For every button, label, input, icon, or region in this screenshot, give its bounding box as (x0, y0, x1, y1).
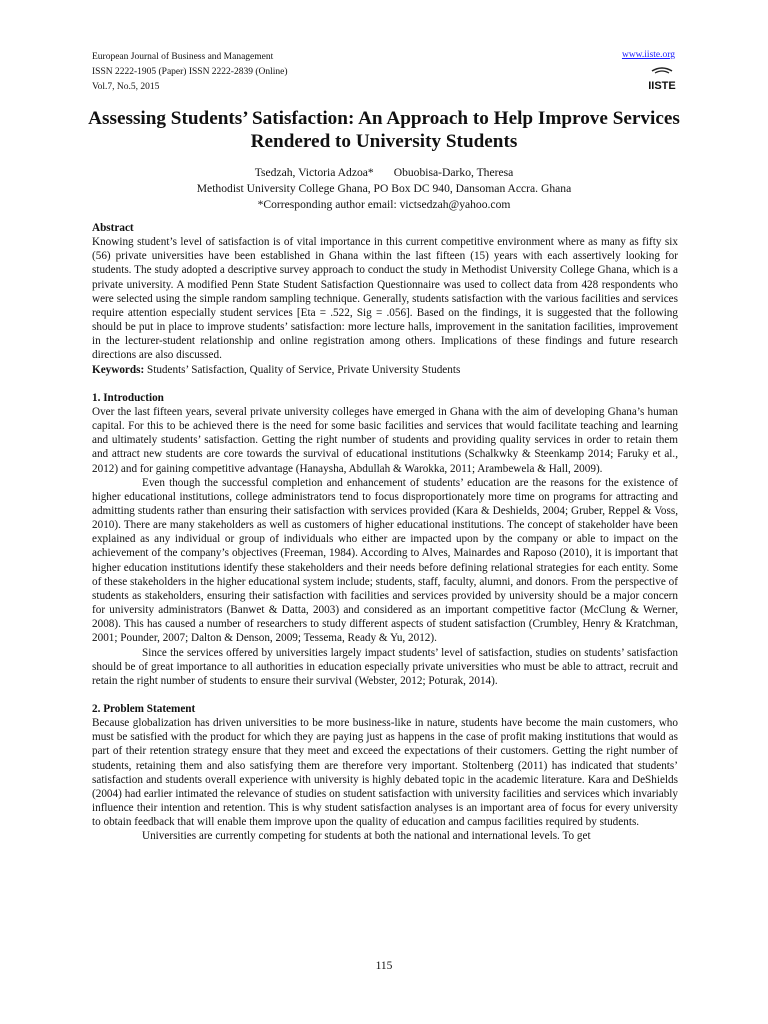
problem-paragraph-1: Because globalization has driven universities to be more business-like in nature, students have become the main customers, who must be satisfied with the product for which they are paying just as happens in the case of profit making institutions that would as part of their retention strategy ensure that they meet and exceed the expectations of their customers. Getting the right number of students, retaining them and also satisfying them are therefore very important. Stoltenberg (2011) has indicated that students’ satisfaction and students overall experience with university is highly debated topic in the academic literature. Kara and DeShields (2004) had earlier intimated the relevance of studies on student satisfaction with university facilities and services which invariably influence their intention and retention. This is why student satisfaction analyses is an important area of focus for every university to obtain feedback that will enable them improve upon the quality of education and campus facilities required by students. (92, 717, 678, 829)
journal-header (92, 50, 288, 95)
intro-paragraph-1: Over the last fifteen years, several private university colleges have emerged in Ghana with the aim of developing Ghana’s human capital. For this to be achieved there is the need for some basic facilities and services that would facilitate teaching and learning and ultimately students’ satisfaction. Getting the right number of students and providing quality services in order to retain them and attract new students are core towards the survival of educational institutions (Schalkwky & Steenkamp 2014; Faruky et al., 2012) and for gaining competitive advantage (Hanaysha, Abdullah & Warokka, 2011; Arambewela & Hall, 2009). (92, 405, 678, 475)
abstract-heading: Abstract (92, 222, 134, 234)
keywords-text: Students’ Satisfaction, Quality of Service, Private University Students (147, 363, 461, 376)
author-affiliation: Methodist University College Ghana, PO Box DC 940, Dansoman Accra. Ghana (196, 182, 572, 195)
paper-body (92, 221, 678, 844)
intro-paragraph-2: Even though the successful completion and enhancement of students’ education are the reasons for the existence of higher educational institutions, college administrators tend to focus disproportionately more time on programs for attracting and admitting students rather than ensuring their satisfaction with services provided (Kara & Deshields, 2004; Gruber, Reppel & Voss, 2010). There are many stakeholders as well as customers of higher educational institutions. The concept of stakeholder have been explained as any individual or group of individuals who either are impacted upon by the company or able to impact on the achievement of the company’s objectives (Freeman, 1984). According to Alves, Mainardes and Raposo (2010), it is important that higher education institutions identify these stakeholders and their needs before defining relational strategies for each entity. Some of these stakeholders in the higher educational system include; students, staff, faculty, alumni, and donors. From the perspective of students as stakeholders, ensuring their satisfaction with facilities and services provided by university should be a major concern for university administrators (Banwet & Datta, 2003) and considered as an important competitive factor (McClung & Werner, 2008). This has caused a number of researchers to study different aspects of student satisfaction (Crumbley, Henry & Kratchman, 2001; Pounder, 2007; Dalton & Denson, 2009; Tessema, Ready & Yu, 2012). (92, 476, 678, 645)
journal-volume: Vol.7, No.5, 2015 (92, 82, 160, 92)
section-heading-problem: 2. Problem Statement (92, 703, 196, 715)
keywords-label: Keywords: (92, 363, 145, 376)
author-name-2: Obuobisa-Darko, Theresa (393, 166, 514, 179)
intro-paragraph-3: Since the services offered by universities largely impact students’ level of satisfaction, studies on students’ satisfaction should be of great importance to all authorities in education especially private universities who must be able to attract, recruit and retain the right number of students to ensure their survival (Webster, 2012; Poturak, 2014). (92, 646, 678, 687)
paper-title: Assessing Students’ Satisfaction: An Approach to Help Improve Services Rendered to University Students (88, 108, 680, 152)
logo-text: IISTE (648, 80, 676, 92)
author-block (80, 165, 688, 213)
problem-paragraph-2: Universities are currently competing for students at both the national and international levels. To get (142, 830, 591, 843)
keywords-line (92, 363, 678, 377)
journal-name: European Journal of Business and Management (92, 52, 274, 62)
section-heading-introduction: 1. Introduction (92, 391, 164, 404)
journal-issn: ISSN 2222-1905 (Paper) ISSN 2222-2839 (Online) (92, 67, 288, 77)
abstract-text: Knowing student’s level of satisfaction is of vital importance in this current competitive environment where as many as fifty six (56) private universities have been established in Ghana within the last fifteen (15) years with each assertively looking for students. The study adopted a descriptive survey approach to conduct the study in Methodist University College Ghana, which is a private university. A modified Penn State Student Satisfaction Questionnaire was used to collect data from 428 respondents who were selected using the simple random sampling technique. Generally, students satisfaction with the various facilities and services require attention especially student services [Eta = .522, Sig = .056]. Based on the findings, it is suggested that the following should be put in place to improve students’ satisfaction: more lecture halls, improvement in the sanitation facilities, improvement in the lecturer-student relationship and online registration among others. Implications of these findings and future research directions are also discussed. (92, 236, 678, 362)
page-number: 115 (375, 960, 393, 972)
corresponding-author: *Corresponding author email: victsedzah@yahoo.com (257, 198, 511, 211)
journal-website-link[interactable]: www.iiste.org (621, 50, 675, 60)
iiste-logo-icon (648, 66, 676, 92)
author-name-1: Tsedzah, Victoria Adzoa* (254, 166, 374, 179)
